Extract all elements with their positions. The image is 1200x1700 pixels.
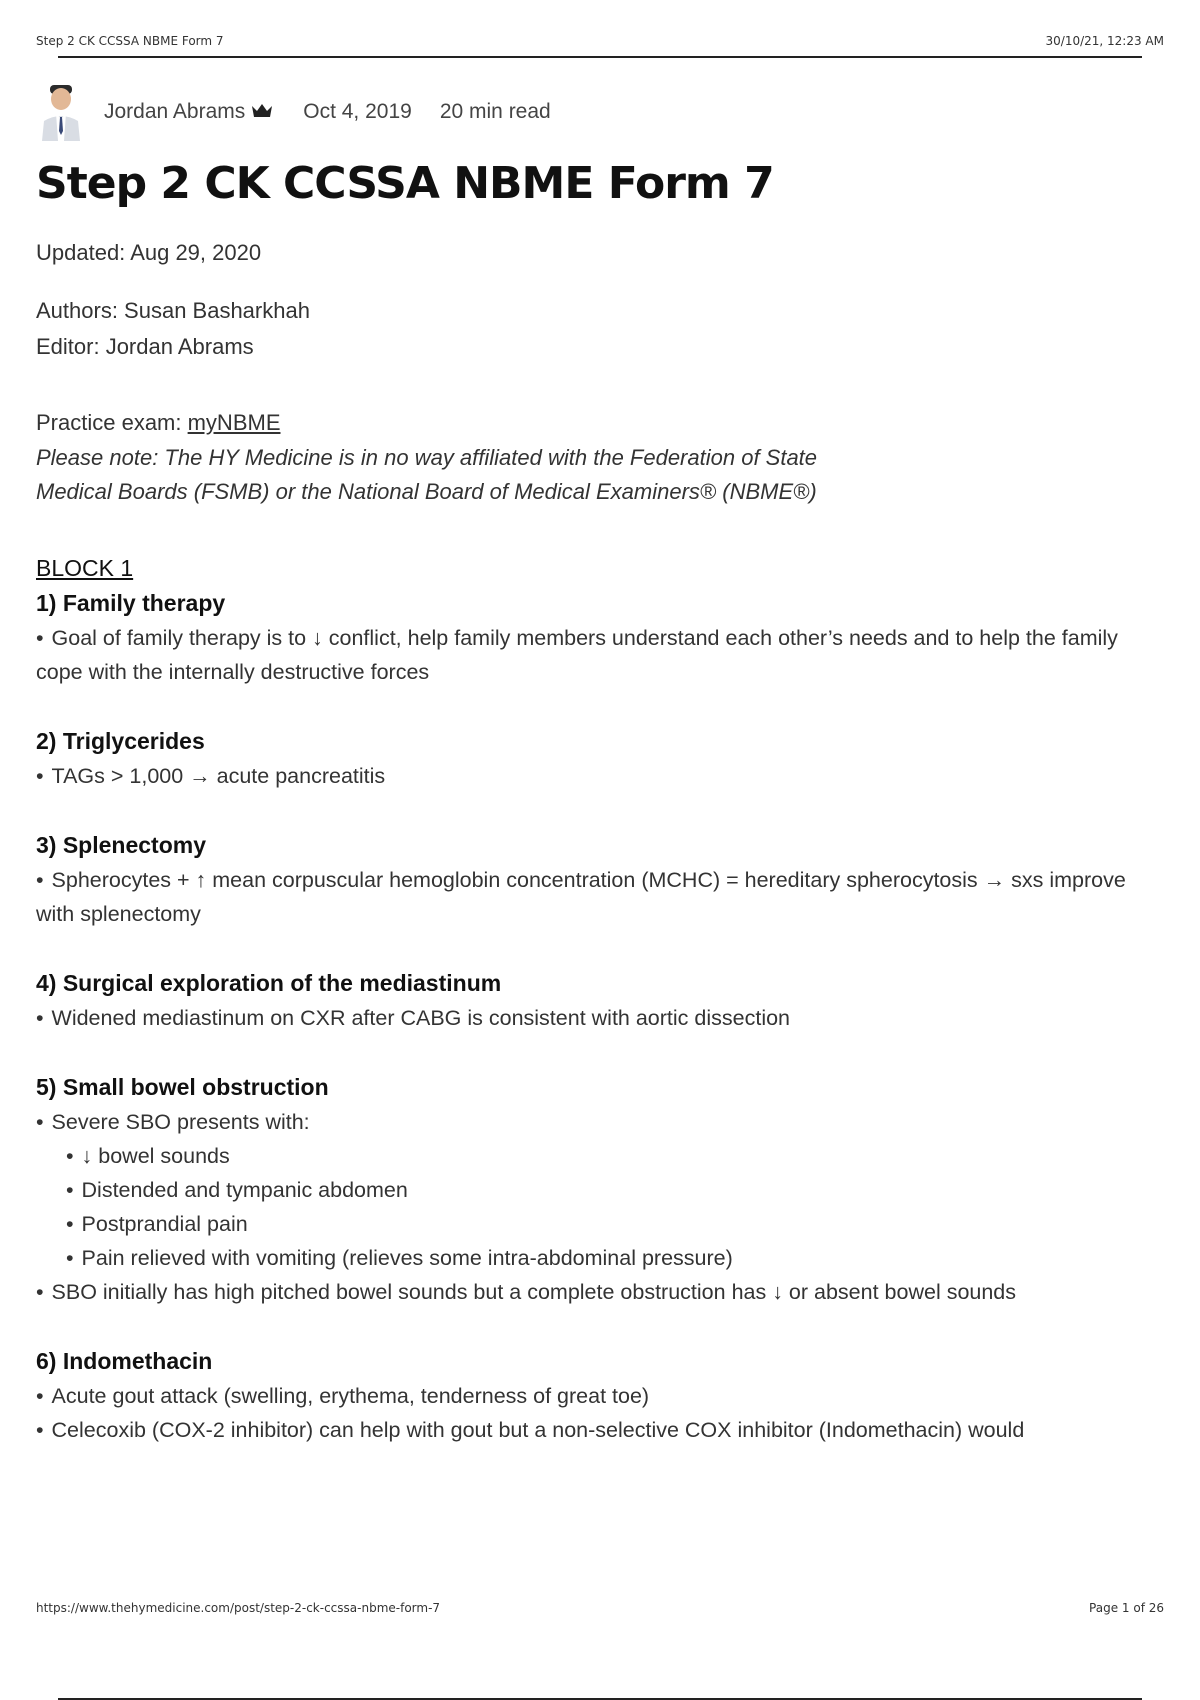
bullet-list — [36, 759, 1164, 793]
disclaimer-note — [36, 441, 1164, 509]
page-number: Page 1 of 26 — [1089, 1601, 1164, 1615]
article-content — [36, 80, 1164, 1481]
sub-bullet-item: • Distended and tympanic abdomen — [66, 1173, 1164, 1207]
authors-line: Authors: Susan Basharkhah — [36, 298, 310, 323]
question-title: 2) Triglycerides — [36, 728, 205, 754]
bullet-item: • Celecoxib (COX-2 inhibitor) can help with gout but a non-selective COX inhibitor (Indomethacin) would — [36, 1413, 1164, 1447]
bullet-item: • SBO initially has high pitched bowel sounds but a complete obstruction has ↓ or absent bowel sounds — [36, 1275, 1164, 1309]
question-title: 1) Family therapy — [36, 590, 226, 616]
post-date: Oct 4, 2019 — [303, 100, 412, 123]
print-footer-url: https://www.thehymedicine.com/post/step-2-ck-ccssa-nbme-form-7 — [36, 1601, 441, 1615]
bullet-item: • Widened mediastinum on CXR after CABG is consistent with aortic dissection — [36, 1001, 1164, 1035]
author-row — [36, 80, 1164, 144]
bullet-item: • Acute gout attack (swelling, erythema, tenderness of great toe) — [36, 1379, 1164, 1413]
question-section — [36, 1069, 1164, 1309]
bullet-item: • TAGs > 1,000 → acute pancreatitis — [36, 759, 1164, 793]
mynbme-link[interactable]: myNBME — [187, 410, 281, 435]
bullet-item: • Goal of family therapy is to ↓ conflict, help family members understand each other’s needs and to help the family cope with the internally destructive forces — [36, 621, 1164, 689]
question-section — [36, 723, 1164, 793]
practice-label: Practice exam: — [36, 410, 188, 435]
author-name[interactable]: Jordan Abrams — [104, 100, 246, 123]
bullet-list — [36, 1275, 1164, 1309]
sub-bullet-item: • Postprandial pain — [66, 1207, 1164, 1241]
bullet-list — [36, 863, 1164, 931]
bullet-item: • Spherocytes + ↑ mean corpuscular hemoglobin concentration (MCHC) = hereditary spherocytosis → sxs improve with splenectomy — [36, 863, 1164, 931]
bullet-list — [36, 1001, 1164, 1035]
print-header-datetime: 30/10/21, 12:23 AM — [1045, 34, 1164, 48]
sub-bullet-item: • Pain relieved with vomiting (relieves some intra-abdominal pressure) — [66, 1241, 1164, 1275]
block-title: BLOCK 1 — [36, 555, 134, 581]
practice-exam-line — [36, 405, 1164, 441]
sub-bullet-list — [36, 1139, 1164, 1275]
question-title: 4) Surgical exploration of the mediastinum — [36, 970, 502, 996]
avatar[interactable] — [36, 83, 86, 141]
bullet-list — [36, 1379, 1164, 1447]
bullet-list — [36, 621, 1164, 689]
editor-line: Editor: Jordan Abrams — [36, 334, 254, 359]
question-title: 6) Indomethacin — [36, 1348, 213, 1374]
disclaimer-line-1: Please note: The HY Medicine is in no way affiliated with the Federation of State — [36, 445, 818, 470]
read-time: 20 min read — [439, 100, 551, 123]
question-title: 3) Splenectomy — [36, 832, 206, 858]
print-header-title: Step 2 CK CCSSA NBME Form 7 — [36, 34, 224, 48]
question-section — [36, 965, 1164, 1035]
sub-bullet-item: • ↓ bowel sounds — [66, 1139, 1164, 1173]
bullet-list — [36, 1105, 1164, 1139]
bullet-item: • Severe SBO presents with: — [36, 1105, 1164, 1139]
page-title: Step 2 CK CCSSA NBME Form 7 — [36, 158, 774, 209]
question-section — [36, 827, 1164, 931]
question-section — [36, 1343, 1164, 1447]
disclaimer-line-2: Medical Boards (FSMB) or the National Board of Medical Examiners® (NBME®) — [36, 479, 817, 504]
updated-date: Updated: Aug 29, 2020 — [36, 240, 262, 265]
question-section — [36, 585, 1164, 689]
question-title: 5) Small bowel obstruction — [36, 1074, 329, 1100]
credits — [36, 293, 1164, 365]
top-divider — [58, 56, 1142, 58]
crown-icon — [251, 100, 273, 124]
